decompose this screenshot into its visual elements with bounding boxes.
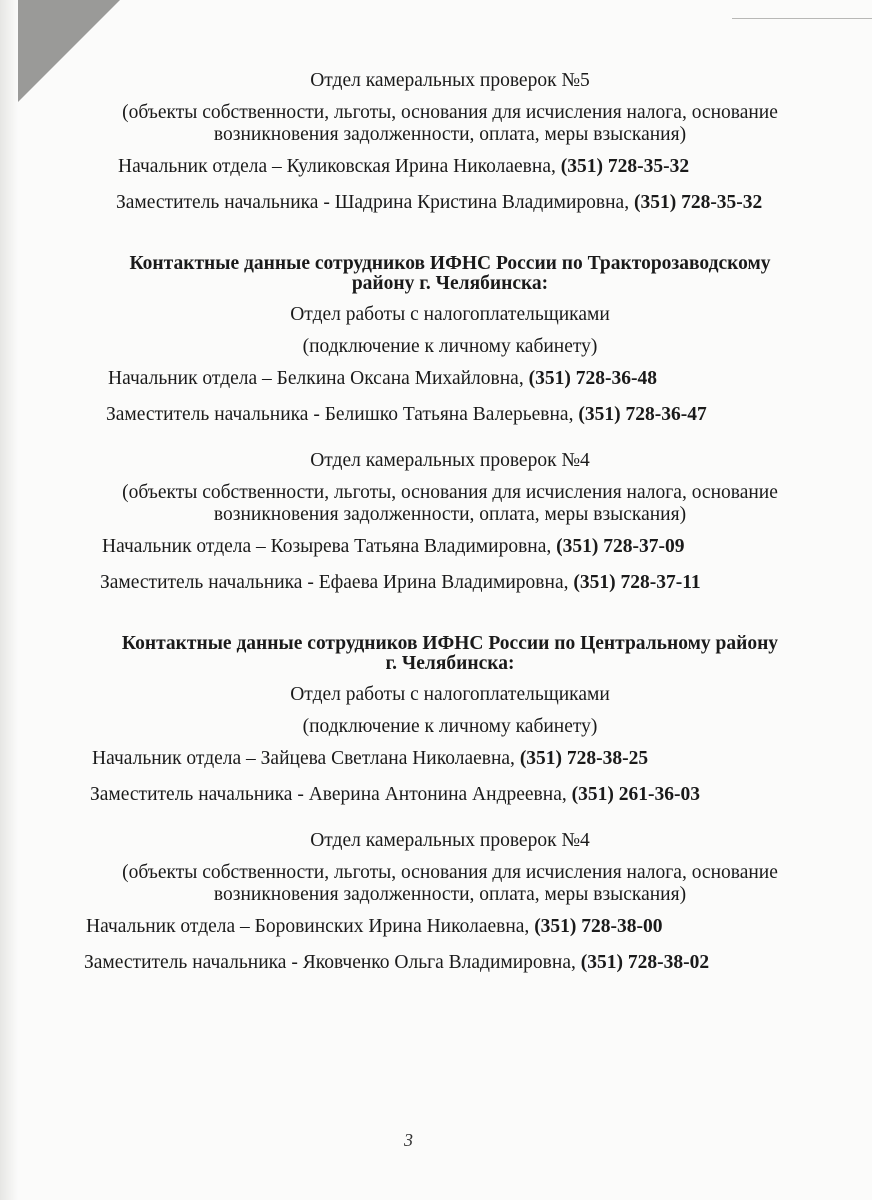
department-description: [80, 862, 820, 906]
person-label: Начальник отдела – Козырева Татьяна Владимировна,: [102, 536, 557, 557]
department-title: Отдел работы с налогоплательщиками: [290, 684, 610, 705]
person-label: Начальник отдела – Боровинских Ирина Николаевна,: [86, 916, 535, 937]
description-line: (объекты собственности, льготы, основания для исчисления налога, основание: [122, 102, 778, 123]
phone-number: (351) 728-38-00: [534, 916, 663, 937]
deputy-head: [80, 192, 820, 214]
phone-number: (351) 728-38-25: [519, 748, 649, 769]
phone-number: (351) 728-37-09: [556, 536, 685, 557]
document-body: [80, 70, 820, 974]
phone-number: (351) 728-36-48: [528, 368, 657, 389]
deputy-head: [80, 572, 820, 594]
scan-edge-shadow: [0, 0, 18, 1200]
page-number: 3: [404, 1130, 413, 1150]
deputy-head: [80, 784, 820, 806]
scan-line: [732, 18, 872, 19]
phone-number: (351) 728-38-02: [580, 952, 710, 973]
heading-line: Контактные данные сотрудников ИФНС России по Тракторозаводскому: [129, 253, 771, 274]
department-description: [80, 102, 820, 146]
department-title: Отдел камеральных проверок №5: [310, 70, 590, 91]
description-line: (объекты собственности, льготы, основания для исчисления налога, основание: [122, 482, 778, 503]
department-description: (подключение к личному кабинету): [302, 716, 598, 737]
person-label: Заместитель начальника - Белишко Татьяна Валерьевна,: [106, 404, 579, 425]
person-label: Заместитель начальника - Ефаева Ирина Владимировна,: [100, 572, 574, 593]
person-label: Начальник отдела – Куликовская Ирина Николаевна,: [118, 156, 561, 177]
phone-number: (351) 728-35-32: [633, 192, 763, 213]
person-label: Заместитель начальника - Аверина Антонина Андреевна,: [90, 784, 572, 805]
phone-number: (351) 728-35-32: [560, 156, 690, 177]
department-description: [80, 482, 820, 526]
phone-number: (351) 728-36-47: [578, 404, 707, 425]
phone-number: (351) 728-37-11: [573, 572, 701, 593]
heading-line: Контактные данные сотрудников ИФНС России по Центральному району: [121, 633, 779, 654]
department-head: [80, 536, 820, 558]
description-line: возникновения задолженности, оплата, меры взыскания): [213, 124, 687, 145]
phone-number: (351) 261-36-03: [571, 784, 700, 805]
deputy-head: [80, 952, 820, 974]
person-label: Заместитель начальника - Яковченко Ольга Владимировна,: [84, 952, 581, 973]
person-label: Начальник отдела – Зайцева Светлана Николаевна,: [92, 748, 520, 769]
description-line: возникновения задолженности, оплата, меры взыскания): [213, 884, 687, 905]
section-heading: [80, 254, 820, 294]
department-description: (подключение к личному кабинету): [302, 336, 598, 357]
department-title: Отдел камеральных проверок №4: [310, 830, 590, 851]
department-head: [80, 368, 820, 390]
heading-line: г. Челябинска:: [385, 653, 515, 674]
department-head: [80, 156, 820, 178]
deputy-head: [80, 404, 820, 426]
description-line: (объекты собственности, льготы, основания для исчисления налога, основание: [122, 862, 778, 883]
department-head: [80, 748, 820, 770]
description-line: возникновения задолженности, оплата, меры взыскания): [213, 504, 687, 525]
person-label: Заместитель начальника - Шадрина Кристина Владимировна,: [116, 192, 634, 213]
department-title: Отдел работы с налогоплательщиками: [290, 304, 610, 325]
department-title: Отдел камеральных проверок №4: [310, 450, 590, 471]
section-heading: [80, 634, 820, 674]
heading-line: району г. Челябинска:: [351, 273, 549, 294]
person-label: Начальник отдела – Белкина Оксана Михайловна,: [108, 368, 529, 389]
department-head: [80, 916, 820, 938]
